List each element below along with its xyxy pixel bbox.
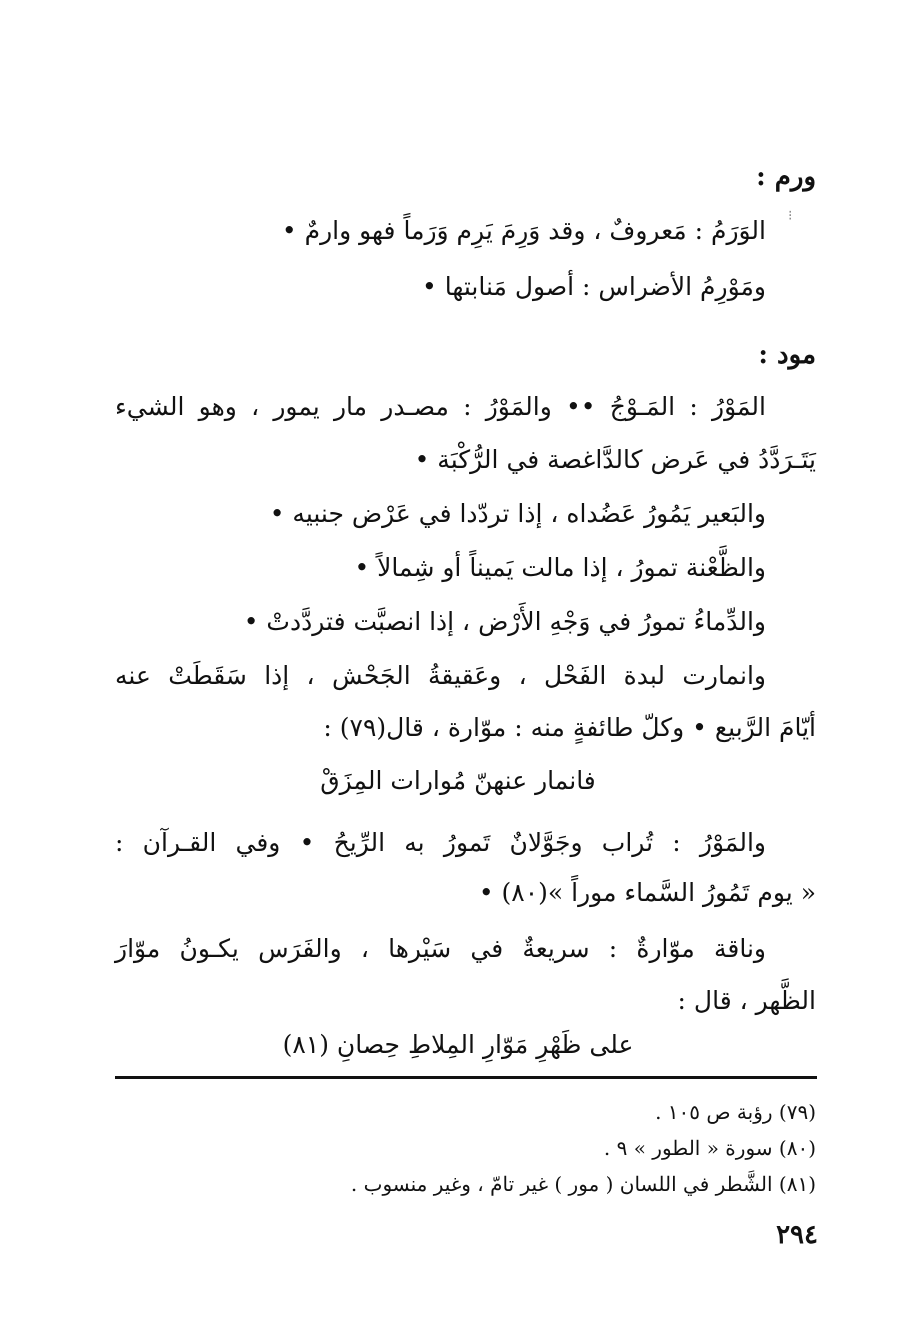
verse-line: على ظَهْرِ مَوّارِ المِلاطِ حِصانِ (٨١) <box>282 1030 634 1059</box>
footnote-divider <box>115 1076 817 1079</box>
page-number: ٢٩٤ <box>776 1220 818 1250</box>
entry-line: الوَرَمُ : مَعروفٌ ، وقد وَرِمَ يَرِم وَرَماً فهو وارمٌ • <box>281 216 766 245</box>
footnote: (٨٠) سورة « الطور » ٩ . <box>603 1136 816 1160</box>
entry-heading-warm: ورم : <box>756 162 816 192</box>
footnote: (٨١) الشَّطر في اللسان ( مور ) غير تامّ ، وغير منسوب . <box>350 1172 816 1196</box>
margin-mark: ⁝ <box>788 208 793 224</box>
entry-line: وناقة موّارةٌ : سريعةٌ في سَيْرها ، والفَرَس يكـونُ موّارَ <box>115 934 766 963</box>
entry-line: وانمارت لبدة الفَحْل ، وعَقيقةُ الجَحْش ، إذا سَقَطَتْ عنه <box>115 661 766 690</box>
entry-line: والدِّماءُ تمورُ في وَجْهِ الأَرْض ، إذا انصبَّت فتردَّدتْ • <box>243 607 766 636</box>
entry-line: والبَعير يَمُورُ عَضُداه ، إذا تردّدا في عَرْض جنبيه • <box>269 499 766 528</box>
entry-line: الظَّهر ، قال : <box>677 986 816 1015</box>
entry-heading-mawr: مود : <box>758 340 816 370</box>
entry-line: والمَوْرُ : تُراب وجَوَّلانٌ تَمورُ به الرِّيحُ • وفي القـرآن : <box>115 828 766 857</box>
entry-line: يَتَـرَدَّدُ في عَرض كالدَّاغصة في الرُّكْبَة • <box>414 445 816 474</box>
entry-line: المَوْرُ : المَـوْجُ •• والمَوْرُ : مصـدر مار يمور ، وهو الشيء <box>115 392 766 421</box>
entry-line: والظَّعْنة تمورُ ، إذا مالت يَميناً أو شِمالاً • <box>354 553 766 582</box>
verse-line: فانمار عنهنّ مُوارات المِزَقْ <box>320 766 596 795</box>
entry-line: « يوم تَمُورُ السَّماء موراً »(٨٠) • <box>478 878 816 907</box>
footnote: (٧٩) رؤبة ص ١٠٥ . <box>655 1100 816 1124</box>
entry-line: ومَوْرِمُ الأضراس : أصول مَنابتها • <box>422 272 766 301</box>
entry-line: أيّامَ الرَّبيع • وكلّ طائفةٍ منه : موّارة ، قال(٧٩) : <box>323 713 816 742</box>
